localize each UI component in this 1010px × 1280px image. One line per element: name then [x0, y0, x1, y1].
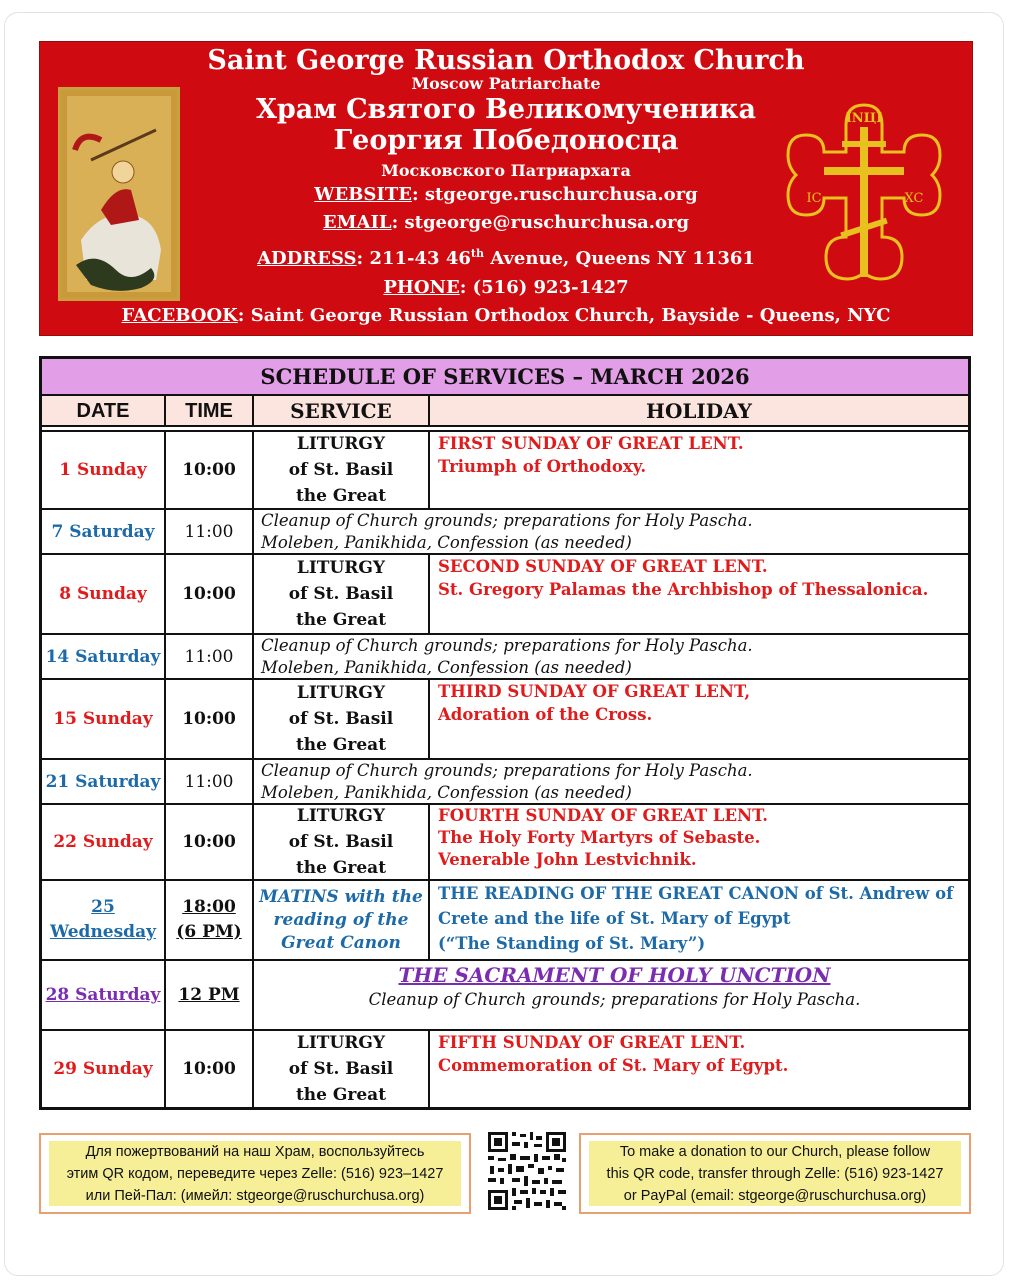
service-line: of St. Basil [288, 460, 394, 480]
service-line: the Great [295, 486, 387, 506]
service-line: of St. Basil [288, 832, 394, 852]
phone-label: PHONE [383, 277, 460, 298]
table-row [42, 432, 968, 510]
email-label: EMAIL [322, 212, 392, 233]
row-date: 29 Sunday [42, 1031, 166, 1107]
row-time: 11:00 [166, 510, 254, 553]
holiday-line: Triumph of Orthodoxy. [438, 457, 647, 476]
phone-value: : (516) 923-1427 [459, 277, 629, 298]
holiday-line: SECOND SUNDAY OF GREAT LENT. [438, 557, 768, 576]
holiday-line: THE READING OF THE GREAT CANON of St. Andrew of [438, 884, 954, 903]
holiday-line: Venerable John Lestvichnik. [438, 850, 697, 869]
time-12h: (6 PM) [176, 922, 242, 942]
row-time: 10:00 [166, 555, 254, 633]
address-value-part-2: Avenue, Queens NY 11361 [483, 248, 755, 269]
service-line: the Great [295, 735, 387, 755]
table-row [42, 510, 968, 555]
facebook-line[interactable] [40, 305, 972, 326]
row-note [254, 961, 968, 1029]
row-date: 28 Saturday [42, 961, 166, 1029]
column-header-time: TIME [166, 396, 254, 427]
row-service [254, 1031, 430, 1107]
service-line: Great Canon [281, 932, 401, 953]
holiday-line: (“The Standing of St. Mary”) [438, 934, 706, 953]
table-row [42, 1031, 968, 1107]
donation-qr-code[interactable] [486, 1130, 568, 1212]
row-holiday [430, 805, 968, 879]
holiday-line: THIRD SUNDAY OF GREAT LENT, [438, 682, 751, 701]
row-time: 10:00 [166, 1031, 254, 1107]
note-line: Moleben, Panikhida, Confession (as needed) [261, 783, 632, 802]
donation-line: Для пожертвований на наш Храм, воспользуйтесь [85, 1144, 425, 1160]
row-service [254, 881, 430, 959]
table-row [42, 805, 968, 881]
service-line: LITURGY [296, 558, 386, 578]
website-label: WEBSITE [314, 184, 412, 205]
row-note [254, 635, 968, 678]
table-row [42, 555, 968, 635]
holiday-line: The Holy Forty Martyrs of Sebaste. [438, 828, 761, 847]
row-service [254, 432, 430, 508]
service-line: LITURGY [296, 1033, 386, 1053]
row-time [166, 881, 254, 959]
address-value-part-1: : 211-43 46 [356, 248, 471, 269]
table-row [42, 680, 968, 760]
church-name-english: Saint George Russian Orthodox Church [207, 45, 805, 76]
row-time: 11:00 [166, 635, 254, 678]
note-line: Cleanup of Church grounds; preparations for Holy Pascha. [261, 511, 753, 530]
facebook-value: : Saint George Russian Orthodox Church, Bayside - Queens, NYC [237, 305, 891, 326]
row-date [42, 881, 166, 959]
row-date: 22 Sunday [42, 805, 166, 879]
row-holiday [430, 555, 968, 633]
note-line: Moleben, Panikhida, Confession (as needed) [261, 533, 632, 552]
column-header-date: DATE [42, 396, 166, 427]
facebook-label: FACEBOOK [121, 305, 238, 326]
service-line: the Great [295, 1085, 387, 1105]
donation-line: или Пей-Пал: (имейл: stgeorge@ruschurchusa.org) [85, 1188, 425, 1204]
row-note [254, 510, 968, 553]
service-line: LITURGY [296, 806, 386, 826]
service-line: LITURGY [296, 434, 386, 454]
row-date: 15 Sunday [42, 680, 166, 758]
row-service [254, 555, 430, 633]
service-line: the Great [295, 610, 387, 630]
patriarchate-russian: Московского Патриархата [381, 161, 631, 180]
row-time: 10:00 [166, 432, 254, 508]
service-line: LITURGY [296, 683, 386, 703]
church-name-russian-line-1: Храм Святого Великомученика [255, 94, 757, 125]
donation-box-english [579, 1133, 971, 1214]
row-date: 8 Sunday [42, 555, 166, 633]
row-holiday [430, 680, 968, 758]
date-weekday: Wednesday [50, 922, 156, 942]
holiday-line: FOURTH SUNDAY OF GREAT LENT. [438, 806, 768, 825]
row-time: 11:00 [166, 760, 254, 803]
row-holiday [430, 432, 968, 508]
note-line: Moleben, Panikhida, Confession (as needed) [261, 658, 632, 677]
website-value: : stgeorge.ruschurchusa.org [411, 184, 698, 205]
row-holiday [430, 881, 968, 959]
holiday-line: Adoration of the Cross. [438, 705, 653, 724]
donation-line: To make a donation to our Church, please follow [619, 1144, 931, 1160]
note-line: Cleanup of Church grounds; preparations for Holy Pascha. [261, 761, 753, 780]
date-day: 25 [91, 897, 115, 917]
holiday-line: Commemoration of St. Mary of Egypt. [438, 1056, 789, 1075]
donation-line: this QR code, transfer through Zelle: (516) 923-1427 [606, 1166, 944, 1182]
orthodox-cross-icon [784, 97, 944, 287]
donation-line: этим QR кодом, переведите через Zelle: (516) 923–1427 [66, 1166, 444, 1182]
row-date: 1 Sunday [42, 432, 166, 508]
schedule-table [39, 356, 971, 1110]
donation-text-russian [49, 1141, 461, 1206]
service-line: reading of the [273, 909, 409, 930]
schedule-title: SCHEDULE OF SERVICES – MARCH 2026 [42, 359, 968, 396]
time-24h: 18:00 [182, 897, 236, 917]
row-date: 21 Saturday [42, 760, 166, 803]
service-line: MATINS with the [259, 886, 423, 907]
donation-box-russian [39, 1133, 471, 1214]
donation-line: or PayPal (email: stgeorge@ruschurchusa.org) [623, 1188, 927, 1204]
row-service [254, 680, 430, 758]
table-row [42, 881, 968, 961]
church-name-russian-line-2: Георгия Победоносца [333, 125, 679, 156]
column-header-service: SERVICE [254, 396, 430, 427]
table-row [42, 760, 968, 805]
service-line: of St. Basil [288, 1059, 394, 1079]
address-label: ADDRESS [257, 248, 357, 269]
row-note [254, 760, 968, 803]
email-value: : stgeorge@ruschurchusa.org [391, 212, 690, 233]
table-row [42, 635, 968, 680]
service-line: of St. Basil [288, 584, 394, 604]
cross-inscription-left: IC [806, 191, 822, 206]
note-line: Cleanup of Church grounds; preparations for Holy Pascha. [261, 636, 753, 655]
holiday-line: FIRST SUNDAY OF GREAT LENT. [438, 434, 744, 453]
patriarchate-english: Moscow Patriarchate [411, 74, 601, 93]
row-date: 14 Saturday [42, 635, 166, 678]
church-header [39, 41, 973, 336]
holiday-line: St. Gregory Palamas the Archbishop of Thessalonica. [438, 580, 929, 599]
row-time: 10:00 [166, 805, 254, 879]
row-time: 12 PM [166, 961, 254, 1029]
donation-text-english [589, 1141, 961, 1206]
holiday-line: FIFTH SUNDAY OF GREAT LENT. [438, 1033, 746, 1052]
table-row [42, 961, 968, 1031]
note-line: Cleanup of Church grounds; preparations for Holy Pascha. [368, 990, 861, 1009]
service-line: of St. Basil [288, 709, 394, 729]
event-title: THE SACRAMENT OF HOLY UNCTION [398, 963, 831, 987]
row-time: 10:00 [166, 680, 254, 758]
row-service [254, 805, 430, 879]
holiday-line: Crete and the life of St. Mary of Egypt [438, 909, 791, 928]
row-holiday [430, 1031, 968, 1107]
address-ordinal: th [470, 247, 484, 260]
cross-inscription-top: INЦI [845, 111, 883, 126]
column-header-holiday: HOLIDAY [430, 396, 968, 427]
service-line: the Great [295, 858, 387, 878]
cross-inscription-right: XC [904, 191, 924, 206]
row-date: 7 Saturday [42, 510, 166, 553]
